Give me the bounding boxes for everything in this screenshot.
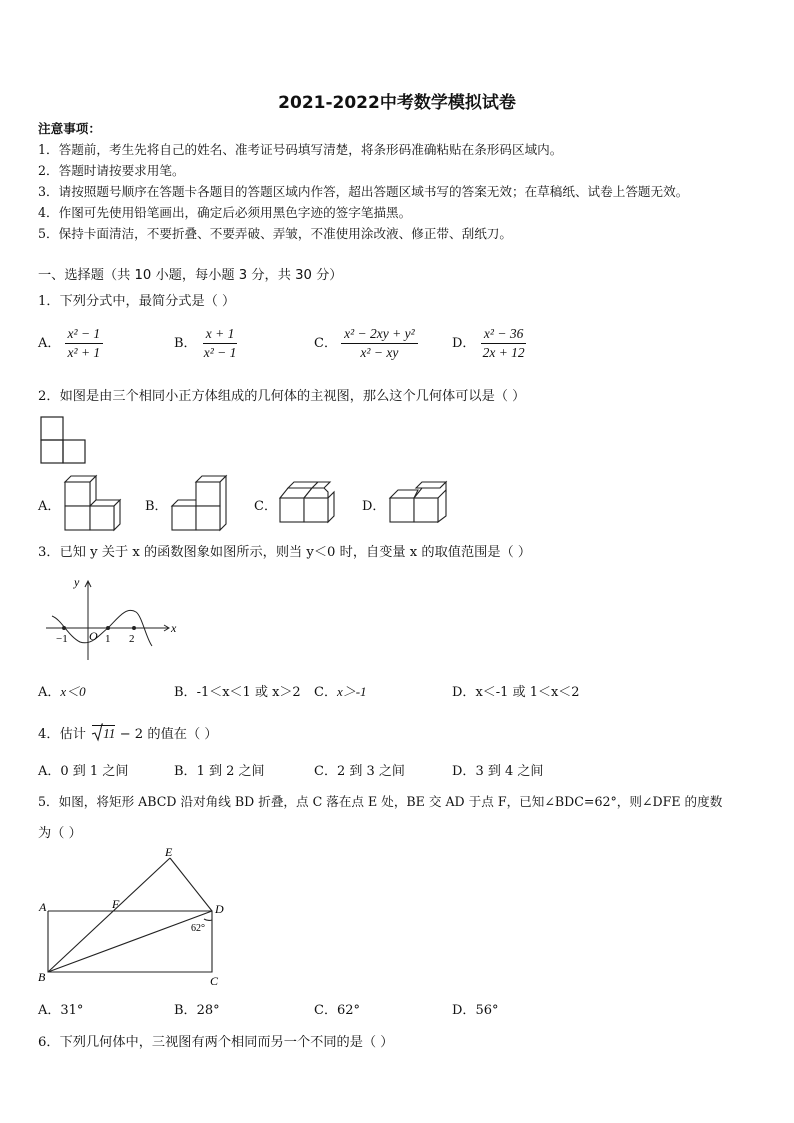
q2-option-d-solid[interactable] [388, 482, 452, 524]
option-text: 3 到 4 之间 [475, 764, 544, 779]
q5-option-a[interactable] [38, 999, 83, 1018]
label-d: D [215, 902, 224, 916]
option-text: x＞-1 [336, 684, 367, 699]
option-text: 0 到 1 之间 [60, 764, 129, 779]
tick-label: −1 [56, 633, 68, 645]
label-c: C [210, 974, 219, 988]
option-text: 31° [60, 1003, 84, 1018]
point [106, 626, 110, 630]
fraction [201, 326, 240, 361]
option-letter: C． [314, 1003, 337, 1018]
q1-option-a[interactable] [38, 326, 103, 361]
option-text: 62° [336, 1003, 360, 1018]
q2-option-b-solid[interactable] [170, 474, 228, 532]
q5-option-d[interactable] [452, 999, 498, 1018]
option-text: x＜0 [60, 684, 86, 699]
question-6-stem: 6．下列几何体中，三视图有两个相同而另一个不同的是（ ） [38, 1035, 394, 1050]
stem-text: 的值在（ ） [143, 727, 218, 742]
angle-label: 62° [191, 923, 205, 934]
notice-item: 5．保持卡面清洁，不要折叠、不要弄破、弄皱，不准使用涂改液、修正带、刮纸刀。 [38, 226, 512, 241]
option-letter: D． [452, 685, 476, 700]
q1-option-b[interactable] [174, 326, 239, 361]
radicand: 11 [103, 726, 116, 741]
q2-option-d-label[interactable]: D． [362, 499, 386, 514]
q3-option-c[interactable] [314, 681, 367, 700]
question-5-stem-line-2: 为（ ） [38, 826, 82, 841]
sqrt-expression [92, 725, 115, 742]
x-label: x [171, 621, 177, 635]
option-text: x＜-1 或 1＜x＜2 [475, 685, 580, 700]
option-text: -1＜x＜1 或 x＞2 [196, 685, 301, 700]
q3-option-a[interactable] [38, 681, 86, 700]
line-be [48, 858, 170, 972]
numerator: x² − 1 [65, 326, 104, 344]
q5-option-b[interactable] [174, 999, 220, 1018]
option-text: 2 到 3 之间 [336, 764, 405, 779]
point [62, 626, 66, 630]
notice-item: 2．答题时请按要求用笔。 [38, 163, 185, 178]
option-letter: B． [174, 685, 197, 700]
question-1-stem: 1．下列分式中，最简分式是（ ） [38, 294, 236, 309]
option-letter: C． [314, 685, 337, 700]
option-letter: A． [38, 336, 61, 351]
q3-option-b[interactable] [174, 681, 301, 700]
notice-item: 1．答题前，考生先将自己的姓名、准考证号码填写清楚，将条形码准确粘贴在条形码区域内。 [38, 142, 563, 157]
question-5-stem-line-1: 5．如图，将矩形 ABCD 沿对角线 BD 折叠，点 C 落在点 E 处，BE 交 AD 于点 F，已知∠BDC=62°，则∠DFE 的度数 [38, 794, 723, 809]
q4-option-b[interactable] [174, 760, 265, 779]
point [132, 626, 136, 630]
label-f: F [112, 897, 120, 911]
question-4-stem [38, 723, 218, 742]
q2-option-b-label[interactable]: B． [145, 499, 168, 514]
option-letter: D． [452, 764, 476, 779]
origin-label: O [89, 629, 98, 643]
q3-option-d[interactable] [452, 681, 580, 700]
square [41, 417, 63, 440]
q1-option-c[interactable] [314, 326, 418, 361]
option-letter: C． [314, 336, 337, 351]
angle-arc [204, 919, 212, 920]
numerator: x + 1 [203, 326, 238, 344]
q2-option-c-label[interactable]: C． [254, 499, 277, 514]
tick-label: 2 [129, 633, 135, 645]
stem-text: − 2 [115, 727, 144, 742]
denominator: x² + 1 [67, 345, 101, 360]
q2-option-a-label[interactable]: A． [38, 499, 61, 514]
y-label: y [74, 575, 80, 589]
option-text: 56° [475, 1003, 499, 1018]
q4-option-c[interactable] [314, 760, 405, 779]
section-heading: 一、选择题（共 10 小题，每小题 3 分，共 30 分） [38, 268, 343, 283]
diagonal-bd [48, 911, 212, 972]
option-letter: B． [174, 1003, 197, 1018]
fraction [480, 326, 528, 361]
denominator: x² − 1 [203, 345, 237, 360]
notice-heading: 注意事项： [38, 121, 101, 136]
option-text: 1 到 2 之间 [196, 764, 265, 779]
q4-option-d[interactable] [452, 760, 543, 779]
option-letter: D． [452, 336, 476, 351]
page-title: 2021-2022中考数学模拟试卷 [278, 93, 516, 113]
q1-option-d[interactable] [452, 326, 528, 361]
q2-option-c-solid[interactable] [278, 482, 336, 524]
option-letter: A． [38, 685, 61, 700]
line-ed [170, 858, 212, 911]
notice-item: 4．作图可先使用铅笔画出，确定后必须用黑色字迹的签字笔描黑。 [38, 205, 412, 220]
question-2-stem: 2．如图是由三个相同小正方体组成的几何体的主视图，那么这个几何体可以是（ ） [38, 389, 526, 404]
option-letter: C． [314, 764, 337, 779]
q4-option-a[interactable] [38, 760, 128, 779]
q3-function-graph [40, 572, 190, 664]
notice-item: 3．请按照题号顺序在答题卡各题目的答题区域内作答，超出答题区域书写的答案无效；在草稿纸、试卷上答题无效。 [38, 184, 689, 199]
option-letter: B． [174, 764, 197, 779]
label-e: E [165, 845, 173, 859]
q5-rectangle-fold-figure [38, 845, 238, 990]
question-3-stem: 3．已知 y 关于 x 的函数图象如图所示，则当 y＜0 时，自变量 x 的取值范围是（ ） [38, 545, 532, 560]
option-letter: B． [174, 336, 197, 351]
label-a: A [39, 900, 47, 914]
label-b: B [38, 970, 46, 984]
numerator: x² − 2xy + y² [341, 326, 418, 344]
option-letter: D． [452, 1003, 476, 1018]
denominator: x² − xy [360, 345, 399, 360]
denominator: 2x + 12 [482, 345, 525, 360]
radical-icon [92, 724, 103, 742]
stem-text: 4．估计 [38, 727, 86, 742]
option-letter: A． [38, 764, 61, 779]
option-letter: A． [38, 1003, 61, 1018]
square [41, 440, 63, 463]
fraction [341, 326, 418, 361]
fraction [65, 326, 104, 361]
tick-label: 1 [105, 633, 111, 645]
square [63, 440, 85, 463]
q5-option-c[interactable] [314, 999, 360, 1018]
numerator: x² − 36 [481, 326, 526, 344]
front-view-figure [40, 416, 88, 466]
q2-option-a-solid[interactable] [62, 474, 120, 532]
option-text: 28° [196, 1003, 220, 1018]
